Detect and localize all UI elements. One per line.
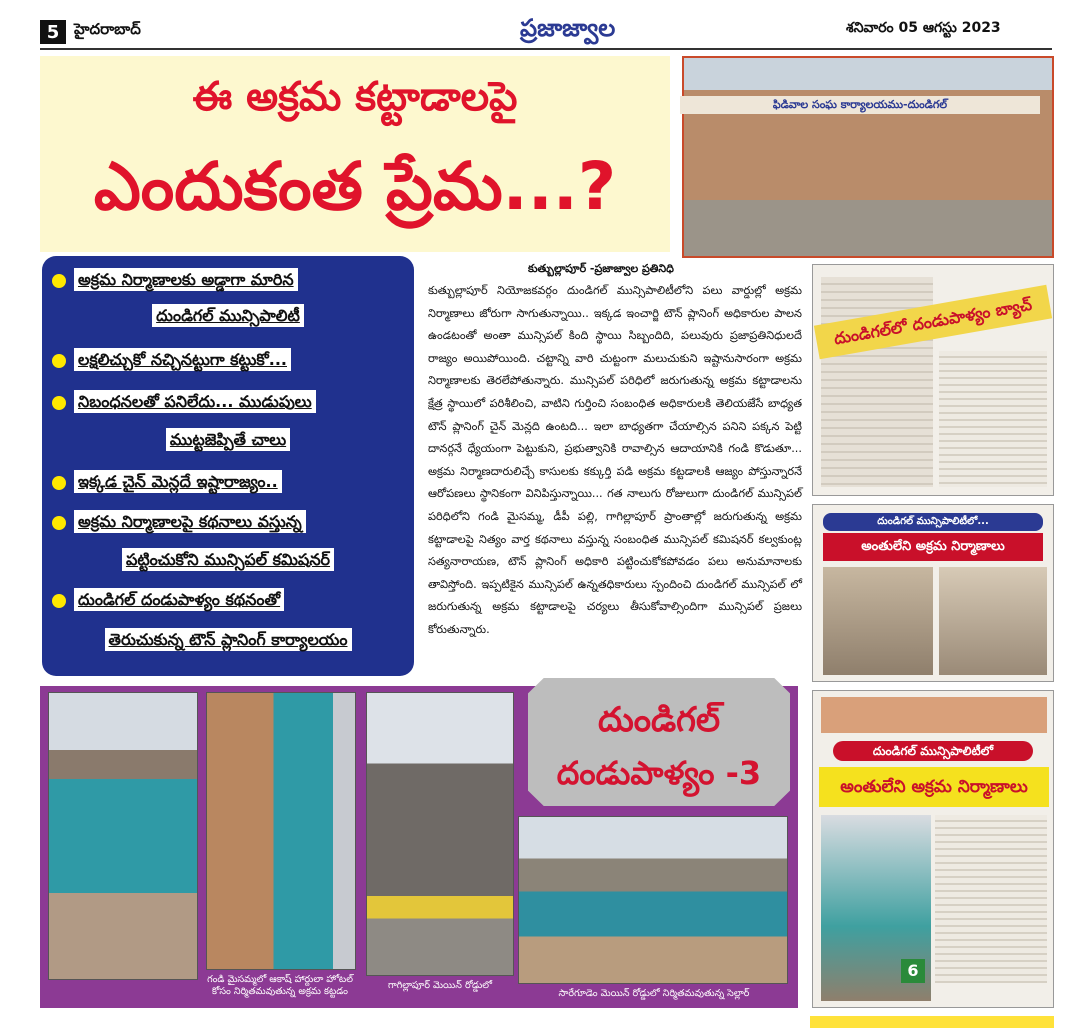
bullet-dot-icon: [52, 396, 66, 410]
masthead: ప్రజాజ్వాల: [516, 14, 619, 50]
office-signboard: ఫిడివాల సంఘ కార్యాలయము-దుండిగల్: [680, 96, 1040, 114]
headline-line1: ఈ అక్రమ కట్టాడాలపై: [192, 74, 518, 120]
highlight-text: దుండిగల్ మున్సిపాలిటీ: [152, 304, 304, 327]
clipping-subhead: దుండిగల్ మున్సిపాలిటీలో...: [823, 513, 1043, 531]
highlight-text: ఇక్కడ చైన్ మెన్లదే ఇష్టారాజ్యం..: [74, 470, 282, 493]
highlight-text: లక్షలిచ్చుకో నచ్చినట్టుగా కట్టుకో...: [74, 348, 291, 371]
highlight-item-cont: [42, 626, 414, 654]
construction-photo-2: [206, 692, 356, 970]
bullet-dot-icon: [52, 594, 66, 608]
article-body: కుత్బుల్లాపూర్ నియోజకవర్గం దుండిగల్ మున్సిపాలిటీలోని పలు వార్డుల్లో అక్రమ నిర్మాణాలు జోరుగా సాగుతున్నాయి.. ఇక్కడ ఇంచార్జి టౌన్ ప్లానింగ్ అధికారుల పాలన ఉండటంతో అంతా మున్సిపల్ కింది స్థాయి సిబ్బందిది, పలువురు ప్రజాప్రతినిధులదే రాజ్యం అయిపోయింది. చట్టాన్ని వారి చుట్టంగా మలుచుకుని ఇష్టానుసారంగా అక్రమ నిర్మాణాలకు తెరలేపోతున్నారు. మున్సిపల్ పరిధిలో జరుగుతున్న అక్రమ కట్టాడాలను క్షేత్ర స్థాయిలో పరిశీలించి, వాటిని గుర్తించి సంబంధిత అధికారులకి తెలియజేసే బాధ్యత టౌన్ ప్లానింగ్ చైన్ మెన్లది ఉంటది... ఇలా బాధ్యతగా చేయాల్సిన పనిని పక్కన పెట్టి దానర్గనే ధ్యేయంగా పెట్టుకుని, ప్రభుత్వానికి రావాల్సిన ఆదాయానికి గండి కొడుతూ... అక్రమ నిర్మాణదారులిచ్చే కాసులకు కక్కుర్తి పడి అక్రమ కట్టడాలకి ఆజ్యం పోస్తున్నారనే ఆరోపణలు స్థానికంగా వినిపిస్తున్నాయి... గత నాలుగు రోజులుగా దుండిగల్ మున్సిపల్ పరిధిలోని గండి మైసమ్మ, డీపీ పల్లి, గాగిల్లాపూర్ ప్రాంతాల్లో జరుగుతున్న అక్రమ కట్టాడాలపై నిత్యం వార్త కథనాలు వస్తున్న సంబంధిత మున్సిపల్ కమిషనర్ కల్వకుంట్ల సత్యనారాయణ, టౌన్ ప్లానింగ్ అధికారి పట్టించుకోకపోవడం పలు అనుమానాలకు తావిస్తోంది. ఇప్పటికైన మున్సిపల్ ఉన్నతధికారులు స్పందించి దుండిగల్ మున్సిపల్ లో జరుగుతున్న అక్రమ కట్టాడాలపై చర్యలు తీసుకోవాల్సిందిగా మున్సిపల్ ప్రజలు కోరుతున్నారు.: [428, 284, 802, 636]
highlight-item: [42, 508, 414, 536]
clipping-page-number: 6: [901, 959, 925, 983]
highlight-text: పట్టించుకోని మున్సిపల్ కమిషనర్: [122, 548, 334, 571]
next-article-strip: [810, 1016, 1054, 1028]
clipping-photo: [939, 567, 1047, 675]
highlight-item: [42, 468, 414, 496]
series-title-line1: దుండిగల్: [597, 700, 721, 740]
highlight-text: ముట్టజెప్పితే చాలు: [166, 428, 290, 451]
series-title-line2: దండుపాళ్యం -3: [556, 754, 762, 792]
highlight-item-cont: [42, 302, 414, 330]
edition-city: హైదరాబాద్: [74, 20, 141, 38]
bullet-dot-icon: [52, 354, 66, 368]
article-byline: కుత్బుల్లాపూర్ -ప్రజాజ్వాల ప్రతినిధి: [528, 262, 674, 275]
clipping-photo: [821, 697, 1047, 733]
clipping-headline: అంతులేని అక్రమ నిర్మాణాలు: [823, 533, 1043, 561]
clipping-text: [935, 815, 1047, 983]
highlight-text: తెరుచుకున్న టౌన్ ప్లానింగ్ కార్యాలయం: [105, 628, 352, 651]
clipping-headline: దుండిగల్‌లో దండుపాళ్యం బ్యాచ్: [814, 285, 1052, 359]
construction-photo-3: [366, 692, 514, 976]
clipping-thumbnail-2: [812, 504, 1054, 682]
clipping-thumbnail-3: [812, 690, 1054, 1008]
highlight-item: [42, 266, 414, 294]
page-number: 5: [40, 20, 66, 44]
header-rule: [40, 48, 1052, 50]
clipping-photo: [823, 567, 933, 675]
photo-caption-3: సారేగూడెం మెయిన్ రోడ్డులో నిర్మితమవుతున్న సెల్లార్: [558, 988, 750, 999]
clipping-subhead: దుండిగల్ మున్సిపాలిటీలో: [833, 741, 1033, 761]
highlight-item: [42, 388, 414, 416]
highlight-text: అక్రమ నిర్మాణాలకు అడ్డాగా మారిన: [74, 268, 298, 291]
clipping-headline: అంతులేని అక్రమ నిర్మాణాలు: [819, 767, 1049, 807]
highlight-text: దుండిగల్ దండుపాళ్యం కథనంతో: [74, 588, 284, 611]
clipping-thumbnail-1: [812, 264, 1054, 496]
highlight-text: అక్రమ నిర్మాణాలపై కథనాలు వస్తున్న: [74, 510, 306, 533]
highlight-item: [42, 586, 414, 614]
photo-caption-1: గండి మైసమ్మలో ఆకాష్ హార్దులా హోటల్ కోసం నిర్మితమవుతున్న అక్రమ కట్టడం: [207, 974, 353, 997]
bullet-dot-icon: [52, 516, 66, 530]
highlights-panel: [42, 256, 414, 676]
bullet-dot-icon: [52, 274, 66, 288]
construction-photo-1: [48, 692, 198, 980]
construction-photo-4: [518, 816, 788, 984]
edition-date: శనివారం 05 ఆగస్టు 2023: [846, 20, 1001, 36]
photo-caption-2: గాగిల్లాపూర్ మెయిన్ రోడ్డులో: [387, 980, 493, 991]
highlight-item: [42, 346, 414, 374]
bullet-dot-icon: [52, 476, 66, 490]
headline-line2: ఎందుకంత ప్రేమ...?: [93, 148, 617, 225]
clipping-text: [939, 351, 1047, 487]
highlight-item-cont: [42, 426, 414, 454]
highlight-item-cont: [42, 546, 414, 574]
highlight-text: నిబంధనలతో పనిలేదు... ముడుపులు: [74, 390, 316, 413]
